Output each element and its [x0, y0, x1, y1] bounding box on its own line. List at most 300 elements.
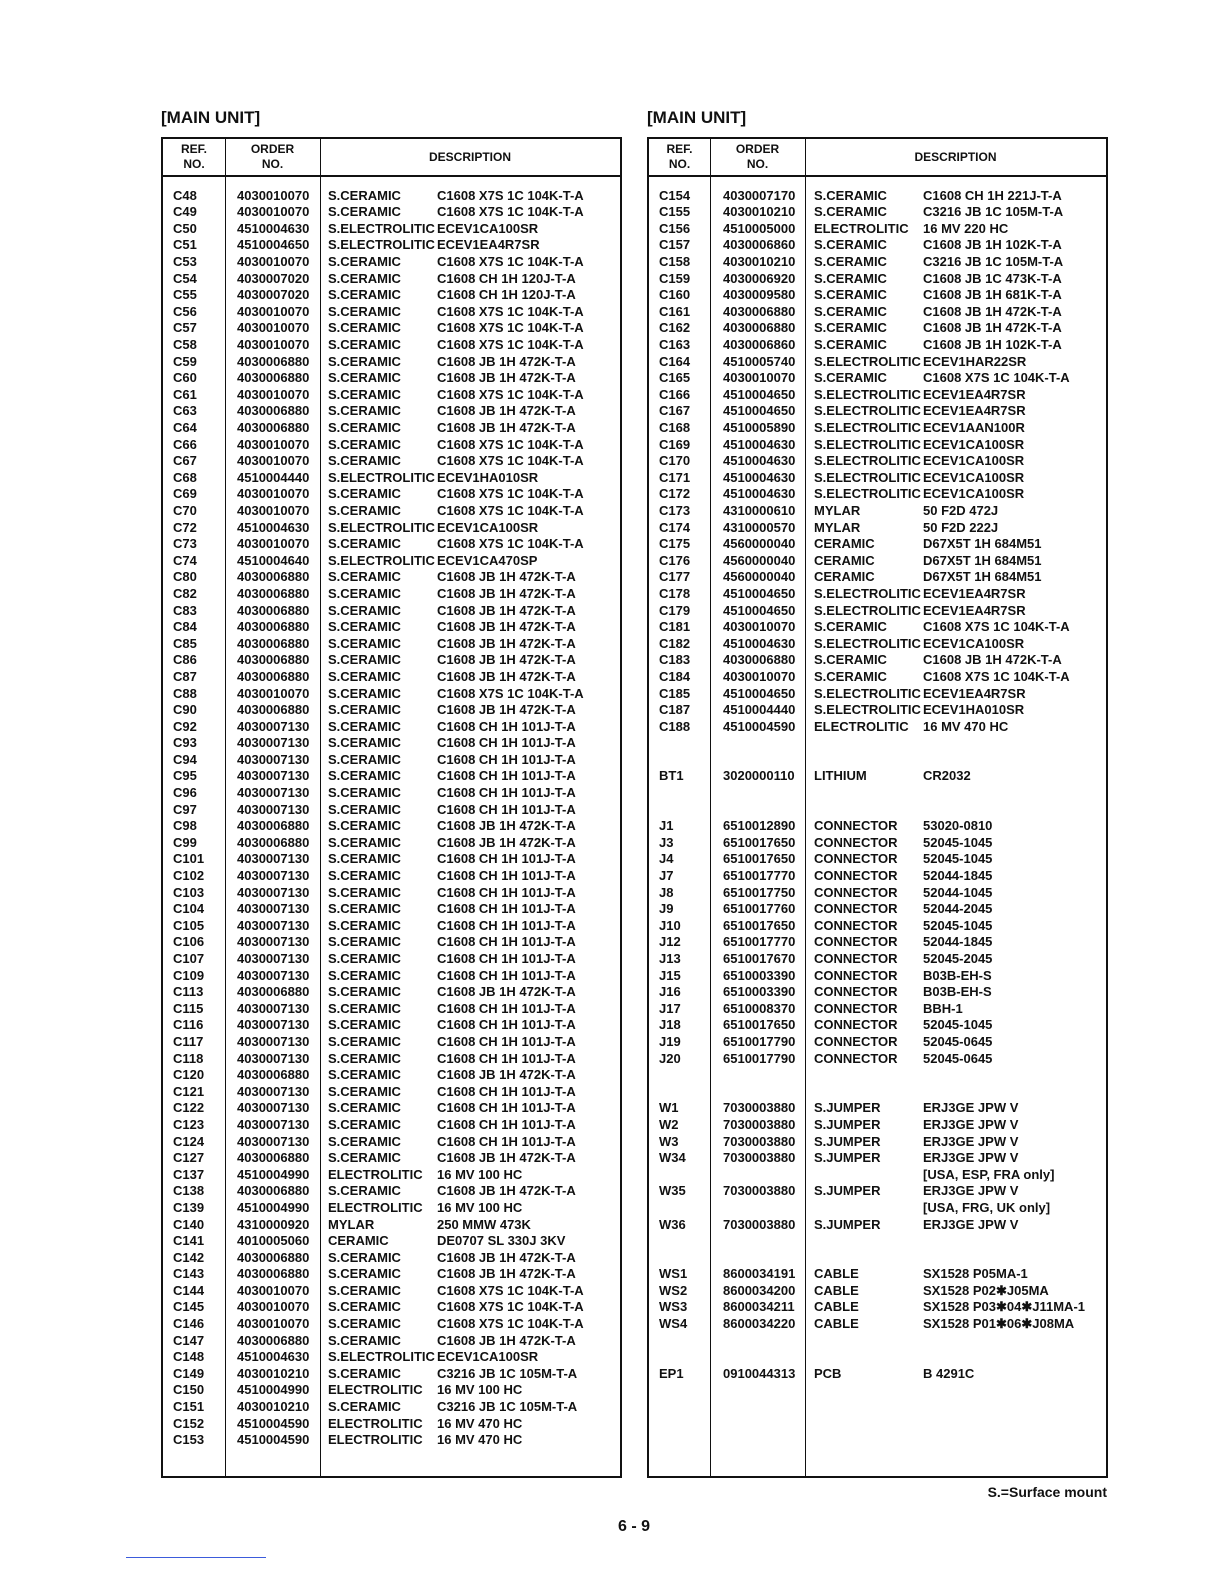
blank-row [649, 735, 1106, 752]
description-type: CERAMIC [328, 1233, 389, 1249]
description-type: S.CERAMIC [328, 934, 401, 950]
table-row [649, 1117, 1106, 1134]
ref-no: C160 [659, 287, 691, 303]
description-type: S.ELECTROLITIC [814, 420, 921, 435]
description-type: CONNECTOR [814, 901, 898, 917]
ref-no: C181 [659, 619, 691, 635]
order-no: 8600034211 [723, 1299, 795, 1315]
description-spec: C1608 X7S 1C 104K-T-A [923, 619, 1070, 635]
table-row [163, 835, 620, 852]
description-type: ELECTROLITIC [814, 718, 909, 734]
ref-no: J9 [659, 901, 674, 917]
ref-no: C151 [173, 1399, 205, 1415]
description-spec: C1608 X7S 1C 104K-T-A [437, 303, 584, 319]
description-type: S.CERAMIC [328, 287, 401, 303]
table-row [649, 237, 1106, 254]
ref-no: C88 [173, 685, 197, 701]
description-type: CONNECTOR [814, 834, 898, 850]
table-row [163, 901, 620, 918]
order-no: 4030010070 [723, 668, 796, 684]
order-no: 4030007130 [237, 934, 310, 950]
ref-no: C68 [173, 469, 197, 485]
description-spec: C1608 CH 1H 120J-T-A [437, 270, 576, 286]
table-row [163, 1217, 620, 1234]
description-spec: ECEV1EA4R7SR [923, 386, 1026, 402]
order-no: 4030007130 [237, 785, 310, 801]
table-row [163, 1134, 620, 1151]
order-no: 4030006880 [237, 702, 310, 718]
order-no: 6510017790 [723, 1033, 796, 1049]
description-spec: D67X5T 1H 684M51 [923, 552, 1042, 568]
table-row [163, 387, 620, 404]
description-type: S.CERAMIC [814, 270, 887, 286]
table-row [163, 1084, 620, 1101]
ref-no: W1 [659, 1100, 679, 1116]
table-row [649, 1051, 1106, 1068]
ref-no: C179 [659, 602, 691, 618]
description-type: ELECTROLITIC [814, 220, 909, 236]
description-spec: C1608 JB 1H 472K-T-A [437, 984, 576, 1000]
description-type: MYLAR [814, 502, 861, 518]
ref-no: C118 [173, 1050, 204, 1066]
table-row [163, 204, 620, 221]
table-row [649, 254, 1106, 271]
header-ref-line1: REF. [666, 142, 693, 156]
header-order-line2: NO. [261, 157, 284, 171]
description-spec: C1608 CH 1H 101J-T-A [437, 785, 576, 801]
table-row [163, 1150, 620, 1167]
order-no: 4030007130 [237, 735, 310, 751]
blank-row [649, 1067, 1106, 1084]
order-no: 7030003880 [723, 1100, 796, 1116]
description-type: S.CERAMIC [328, 635, 401, 651]
table-row [163, 354, 620, 371]
description-spec: 16 MV 470 HC [437, 1415, 523, 1431]
table-row [649, 470, 1106, 487]
description-type: S.CERAMIC [328, 1000, 401, 1016]
description-type: S.CERAMIC [328, 685, 401, 701]
description-spec: ECEV1CA100SR [923, 436, 1025, 452]
description-spec: 250 MMW 473K [437, 1216, 531, 1232]
ref-no: WS2 [659, 1282, 688, 1298]
ref-no: W3 [659, 1133, 679, 1149]
ref-no: C53 [173, 254, 197, 270]
description-spec: C1608 X7S 1C 104K-T-A [437, 204, 584, 220]
order-no: 6510017670 [723, 951, 796, 966]
description-spec: C1608 JB 1H 472K-T-A [437, 569, 576, 585]
ref-no: C147 [173, 1332, 205, 1348]
ref-no: C161 [659, 303, 691, 319]
ref-no: C50 [173, 220, 197, 236]
description-spec: C1608 CH 1H 101J-T-A [437, 1116, 576, 1132]
table-row [163, 868, 620, 885]
right-parts-table [647, 137, 1108, 1478]
table-row [163, 1366, 620, 1383]
ref-no: C92 [173, 718, 197, 734]
description-spec: C1608 X7S 1C 104K-T-A [437, 536, 584, 552]
table-row [163, 752, 620, 769]
ref-no: J8 [659, 884, 674, 900]
ref-no: C121 [173, 1083, 205, 1099]
description-spec: ERJ3GE JPW V [923, 1116, 1019, 1132]
order-no: 4030010210 [723, 254, 796, 270]
ref-no: C82 [173, 585, 197, 601]
order-no: 0910044313 [723, 1365, 796, 1381]
table-row [649, 968, 1106, 985]
order-no: 4510004590 [723, 718, 796, 734]
description-spec: SX1528 P05MA-1 [923, 1266, 1028, 1282]
description-type: S.CERAMIC [328, 204, 401, 220]
table-row [649, 885, 1106, 902]
header-order-no [710, 139, 805, 175]
order-no: 4030006880 [237, 1150, 310, 1166]
description-type: CONNECTOR [814, 851, 898, 867]
description-type: S.ELECTROLITIC [814, 702, 921, 718]
description-spec: C1608 CH 1H 101J-T-A [437, 1017, 576, 1033]
table-row [649, 1183, 1106, 1200]
order-no: 4030006880 [237, 353, 310, 369]
description-spec: ECEV1EA4R7SR [437, 237, 540, 253]
table-row [649, 1100, 1106, 1117]
ref-no: C87 [173, 668, 197, 684]
table-row [649, 420, 1106, 437]
description-type: CONNECTOR [814, 884, 898, 900]
table-row [163, 271, 620, 288]
description-type: S.CERAMIC [328, 619, 401, 635]
blank-row [649, 1333, 1106, 1350]
order-no: 4030006880 [237, 420, 310, 435]
ref-no: C84 [173, 619, 197, 635]
description-spec: C1608 JB 1H 102K-T-A [923, 337, 1062, 353]
order-no: 4030007130 [237, 718, 310, 734]
order-no: 4030007130 [237, 801, 310, 817]
description-spec: C1608 CH 1H 101J-T-A [437, 851, 576, 867]
description-type: S.CERAMIC [328, 536, 401, 552]
ref-no: C177 [659, 569, 691, 585]
table-row [649, 603, 1106, 620]
ref-no: C174 [659, 519, 691, 535]
description-spec: C1608 X7S 1C 104K-T-A [923, 370, 1070, 386]
table-row [649, 204, 1106, 221]
order-no: 4030007130 [237, 1017, 310, 1033]
ref-no: C54 [173, 270, 197, 286]
table-row [163, 934, 620, 951]
ref-no: C143 [173, 1266, 205, 1282]
description-type: S.CERAMIC [328, 718, 401, 734]
description-spec: 16 MV 100 HC [437, 1166, 523, 1182]
description-spec: ERJ3GE JPW V [923, 1133, 1019, 1149]
description-type: CABLE [814, 1316, 859, 1332]
description-spec: 52044-1845 [923, 868, 993, 884]
description-type: CERAMIC [814, 569, 875, 585]
ref-no: C183 [659, 652, 691, 668]
order-no: 4030006880 [237, 1266, 310, 1282]
table-row [163, 619, 620, 636]
description-type: S.ELECTROLITIC [328, 552, 435, 568]
description-spec: 16 MV 100 HC [437, 1199, 523, 1215]
table-row [649, 636, 1106, 653]
ref-no: C123 [173, 1116, 205, 1132]
table-row [163, 304, 620, 321]
ref-no: J18 [659, 1017, 681, 1033]
order-no: 4510004630 [723, 635, 796, 651]
table-row [163, 254, 620, 271]
table-row [163, 735, 620, 752]
ref-no: C171 [659, 469, 691, 485]
table-row [649, 287, 1106, 304]
table-row [649, 702, 1106, 719]
order-no: 4510004440 [723, 702, 796, 718]
table-row [163, 586, 620, 603]
description-type: S.JUMPER [814, 1150, 881, 1166]
order-no: 4030006920 [723, 270, 796, 286]
description-type: S.ELECTROLITIC [814, 386, 921, 402]
table-row [649, 719, 1106, 736]
description-type: S.ELECTROLITIC [814, 635, 921, 651]
description-spec: C1608 X7S 1C 104K-T-A [437, 337, 584, 353]
ref-no: C99 [173, 834, 197, 850]
ref-no: C66 [173, 436, 197, 452]
description-type: S.CERAMIC [328, 984, 401, 1000]
description-type: S.ELECTROLITIC [328, 519, 435, 535]
description-type: ELECTROLITIC [328, 1432, 423, 1448]
ref-no: J19 [659, 1033, 681, 1049]
ref-no: C162 [659, 320, 691, 336]
description-type: MYLAR [328, 1216, 375, 1232]
description-spec: C1608 CH 1H 101J-T-A [437, 718, 576, 734]
table-row [649, 686, 1106, 703]
order-no: 6510003390 [723, 984, 796, 1000]
ref-no: C150 [173, 1382, 205, 1398]
description-type: S.CERAMIC [328, 270, 401, 286]
description-type: S.CERAMIC [328, 337, 401, 353]
description-spec: C1608 X7S 1C 104K-T-A [437, 187, 584, 203]
description-spec: C1608 JB 1H 472K-T-A [437, 585, 576, 601]
ref-no: C152 [173, 1415, 205, 1431]
order-no: 7030003880 [723, 1116, 796, 1132]
description-type: S.ELECTROLITIC [814, 436, 921, 452]
description-type: S.ELECTROLITIC [328, 1349, 435, 1365]
order-no: 4030010070 [237, 1299, 310, 1315]
table-row [649, 437, 1106, 454]
description-spec: ERJ3GE JPW V [923, 1150, 1019, 1166]
table-row [163, 1183, 620, 1200]
ref-no: C51 [173, 237, 197, 253]
table-row [163, 686, 620, 703]
description-type: S.ELECTROLITIC [814, 353, 921, 369]
order-no: 4030007130 [237, 884, 310, 900]
ref-no: C64 [173, 420, 197, 435]
order-no: 4510004650 [723, 403, 796, 419]
header-order-no [225, 139, 320, 175]
table-row [163, 785, 620, 802]
table-row [649, 1167, 1106, 1184]
table-row [649, 304, 1106, 321]
page-number: 6 - 9 [617, 1518, 650, 1535]
table-row [163, 851, 620, 868]
description-type: S.ELECTROLITIC [814, 403, 921, 419]
table-row [163, 1167, 620, 1184]
order-no: 4030007130 [237, 1116, 310, 1132]
order-no: 4510004440 [237, 469, 310, 485]
order-no: 4030007130 [237, 1083, 310, 1099]
table-row [163, 503, 620, 520]
order-no: 4030006880 [237, 818, 310, 834]
ref-no: C107 [173, 951, 205, 966]
table-row [649, 337, 1106, 354]
table-row [649, 1017, 1106, 1034]
table-row [649, 453, 1106, 470]
order-no: 6510003390 [723, 967, 796, 983]
description-type: ELECTROLITIC [328, 1415, 423, 1431]
table-row [163, 652, 620, 669]
description-spec: ECEV1HA010SR [923, 702, 1025, 718]
description-spec: C1608 X7S 1C 104K-T-A [437, 685, 584, 701]
ref-no: C178 [659, 585, 691, 601]
order-no: 4030006880 [237, 569, 310, 585]
description-spec: C1608 CH 1H 120J-T-A [437, 287, 576, 303]
description-type: S.CERAMIC [328, 1067, 401, 1083]
order-no: 4030006880 [237, 602, 310, 618]
description-type: S.CERAMIC [328, 569, 401, 585]
table-row [163, 1233, 620, 1250]
order-no: 4030006880 [237, 1183, 310, 1199]
description-spec: C1608 CH 1H 101J-T-A [437, 1000, 576, 1016]
description-type: S.ELECTROLITIC [328, 469, 435, 485]
ref-no: W36 [659, 1216, 686, 1232]
description-spec: C1608 JB 1H 472K-T-A [437, 370, 576, 386]
description-type: S.CERAMIC [328, 751, 401, 767]
description-type: S.CERAMIC [814, 652, 887, 668]
description-spec: C1608 CH 1H 101J-T-A [437, 768, 576, 784]
description-type: S.CERAMIC [814, 204, 887, 220]
description-spec: C3216 JB 1C 105M-T-A [437, 1365, 578, 1381]
order-no: 4030010070 [237, 502, 310, 518]
ref-no: C127 [173, 1150, 205, 1166]
order-no: 4030007130 [237, 768, 310, 784]
description-spec: C1608 CH 1H 101J-T-A [437, 951, 576, 966]
blank-row [649, 1250, 1106, 1267]
description-spec: D67X5T 1H 684M51 [923, 536, 1042, 552]
description-spec: SX1528 P01✱06✱J08MA [923, 1316, 1075, 1332]
order-no: 4030010070 [723, 370, 796, 386]
description-type: S.CERAMIC [328, 785, 401, 801]
table-row [649, 320, 1106, 337]
header-ref-line2: NO. [668, 157, 691, 171]
order-no: 4030006880 [237, 1067, 310, 1083]
table-row [649, 984, 1106, 1001]
description-spec: SX1528 P02✱J05MA [923, 1282, 1049, 1298]
ref-no: WS3 [659, 1299, 688, 1315]
blank-row [649, 1084, 1106, 1101]
description-spec: C1608 X7S 1C 104K-T-A [437, 502, 584, 518]
order-no: 4510004630 [237, 519, 310, 535]
table-row [163, 486, 620, 503]
description-type: S.CERAMIC [328, 370, 401, 386]
ref-no: C165 [659, 370, 691, 386]
description-type: CONNECTOR [814, 967, 898, 983]
ref-no: EP1 [659, 1365, 684, 1381]
ref-no: C101 [173, 851, 205, 867]
table-row [163, 536, 620, 553]
description-type: S.CERAMIC [328, 1017, 401, 1033]
order-no: 4030007130 [237, 901, 310, 917]
description-spec: [USA, FRG, UK only] [923, 1199, 1051, 1215]
ref-no: C106 [173, 934, 205, 950]
blank-row [649, 752, 1106, 769]
description-spec: C1608 JB 1H 472K-T-A [437, 652, 576, 668]
order-no: 6510017650 [723, 1017, 796, 1033]
order-no: 4310000570 [723, 519, 796, 535]
description-type: S.CERAMIC [328, 1266, 401, 1282]
description-spec: 16 MV 470 HC [437, 1432, 523, 1448]
description-spec: C1608 JB 1H 472K-T-A [437, 635, 576, 651]
description-spec: C1608 JB 1H 472K-T-A [437, 619, 576, 635]
description-type: S.ELECTROLITIC [814, 486, 921, 502]
ref-no: C96 [173, 785, 197, 801]
description-spec: C1608 JB 1H 472K-T-A [923, 652, 1062, 668]
order-no: 4030007130 [237, 868, 310, 884]
table-row [163, 918, 620, 935]
left-parts-table [161, 137, 622, 1478]
table-row [163, 702, 620, 719]
table-row [163, 1316, 620, 1333]
order-no: 4030006880 [237, 834, 310, 850]
table-row [649, 901, 1106, 918]
left-section-title: [MAIN UNIT] [161, 108, 261, 127]
table-row [163, 669, 620, 686]
description-spec: ECEV1EA4R7SR [923, 602, 1026, 618]
description-type: S.CERAMIC [328, 1316, 401, 1332]
description-spec: C1608 JB 1H 472K-T-A [437, 1332, 576, 1348]
table-row [163, 1349, 620, 1366]
description-spec: C1608 CH 1H 101J-T-A [437, 868, 576, 884]
right-section-title: [MAIN UNIT] [647, 108, 747, 127]
description-spec: 53020-0810 [923, 818, 993, 834]
description-spec: C1608 JB 1H 472K-T-A [437, 818, 576, 834]
order-no: 4030007130 [237, 917, 310, 933]
ref-no: C55 [173, 287, 197, 303]
description-spec: C1608 CH 1H 101J-T-A [437, 1133, 576, 1149]
ref-no: C56 [173, 303, 197, 319]
description-type: S.CERAMIC [328, 1100, 401, 1116]
order-no: 4030007130 [237, 1000, 310, 1016]
order-no: 4510004630 [723, 486, 796, 502]
description-type: S.CERAMIC [328, 386, 401, 402]
table-row [163, 1051, 620, 1068]
description-type: ELECTROLITIC [328, 1166, 423, 1182]
ref-no: C49 [173, 204, 197, 220]
ref-no: C48 [173, 187, 197, 203]
ref-no: C142 [173, 1249, 205, 1265]
order-no: 4030006880 [237, 635, 310, 651]
table-row [163, 885, 620, 902]
description-spec: ERJ3GE JPW V [923, 1216, 1019, 1232]
ref-no: BT1 [659, 768, 684, 784]
description-type: CABLE [814, 1299, 859, 1315]
order-no: 4030006880 [723, 320, 796, 336]
order-no: 3020000110 [723, 768, 795, 784]
order-no: 4030006880 [723, 303, 796, 319]
description-type: S.CERAMIC [328, 1033, 401, 1049]
description-spec: 52045-0645 [923, 1050, 993, 1066]
table-row [649, 1366, 1106, 1383]
ref-no: C149 [173, 1365, 205, 1381]
table-row [163, 802, 620, 819]
header-ref-no [163, 139, 225, 175]
order-no: 4030006880 [237, 619, 310, 635]
description-type: S.CERAMIC [328, 403, 401, 419]
